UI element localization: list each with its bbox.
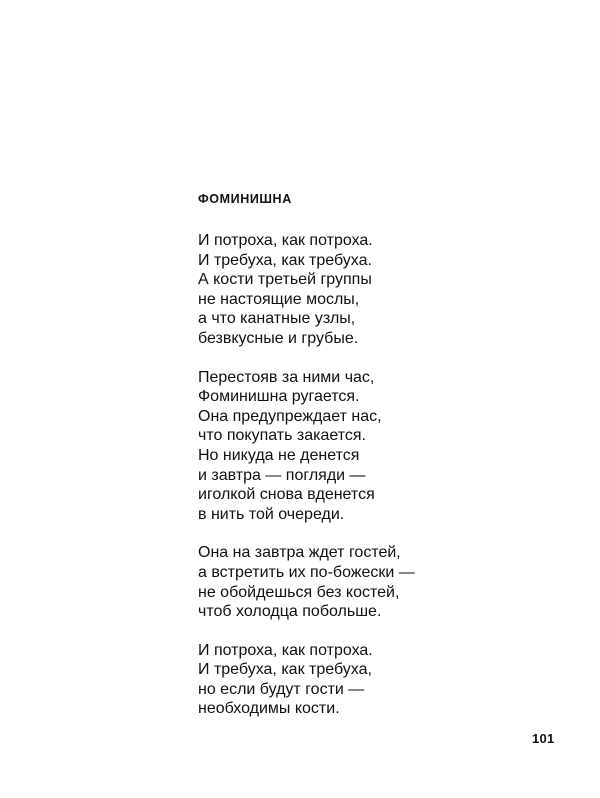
stanza-1 [198, 231, 498, 349]
poem-body [198, 231, 498, 738]
poem-line: безвкусные и грубые. [198, 329, 359, 347]
poem-line: не настоящие мослы, [198, 290, 360, 308]
poem-line: а что канатные узлы, [198, 310, 356, 328]
poem-line: Но никуда не денется [198, 446, 360, 464]
poem-line: И требуха, как требуха, [198, 661, 372, 679]
poem-line: И требуха, как требуха. [198, 251, 372, 269]
poem-line: а встретить их по-божески — [198, 563, 415, 581]
poem-line: не обойдешься без костей, [198, 583, 400, 601]
poem-line: Фоминишна ругается. [198, 388, 360, 406]
stanza-2 [198, 368, 498, 525]
poem-line: Она предупреждает нас, [198, 407, 382, 425]
poem-line: чтоб холодца побольше. [198, 603, 382, 621]
poem-line: иголкой снова вденется [198, 486, 375, 504]
poem-title: ФОМИНИШНА [198, 192, 292, 206]
poem-line: А кости третьей группы [198, 271, 372, 289]
poem-line: И потроха, как потроха. [198, 232, 373, 249]
poem-line: и завтра — погляди — [198, 466, 366, 484]
poem-line: что покупать закается. [198, 427, 366, 445]
poem-line: в нить той очереди. [198, 505, 345, 523]
poem-line: Перестояв за ними час, [198, 368, 375, 386]
page-number: 101 [532, 731, 555, 746]
poem-line: но если будут гости — [198, 680, 365, 698]
stanza-4 [198, 641, 498, 719]
poem-line: Она на завтра ждет гостей, [198, 544, 401, 562]
stanza-3 [198, 543, 498, 621]
poem-line: И потроха, как потроха. [198, 641, 373, 659]
poem-line: необходимы кости. [198, 700, 340, 718]
